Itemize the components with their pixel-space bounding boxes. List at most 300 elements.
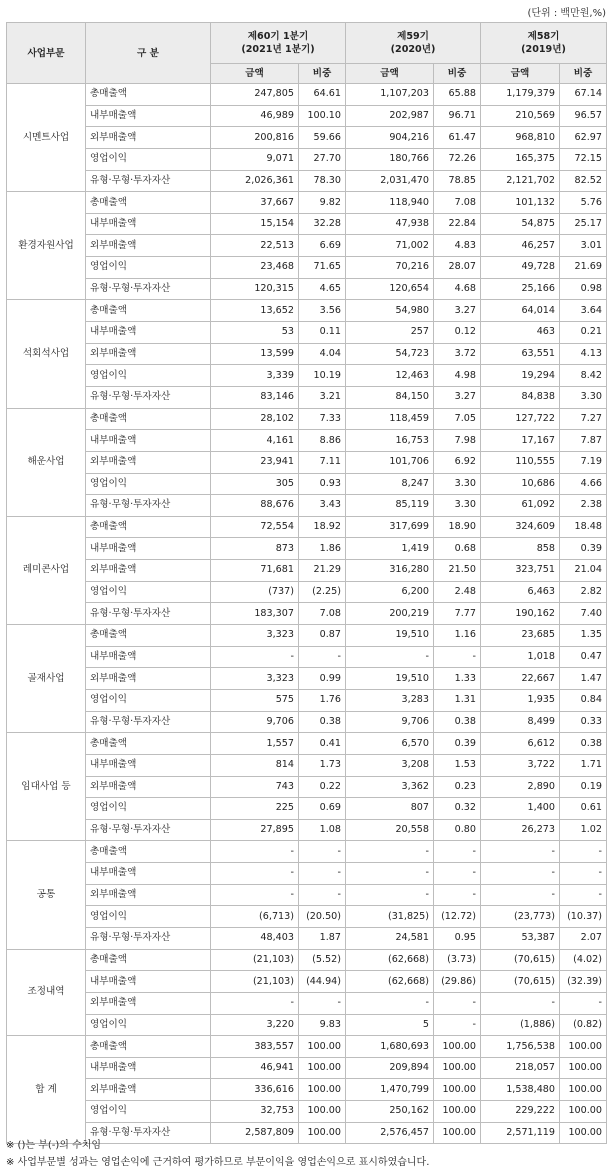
table-row [7,776,607,798]
amount-cell: 10,686 [481,473,560,495]
ratio-cell: 96.71 [434,105,481,127]
amount-cell: 2,571,119 [481,1122,560,1144]
ratio-cell: - [434,884,481,906]
row-label: 유형·무형·투자자산 [86,927,211,949]
ratio-cell: 21.50 [434,560,481,582]
header-amount-60: 금액 [211,64,299,84]
amount-cell: 225 [211,798,299,820]
amount-cell: 9,706 [211,711,299,733]
amount-cell: 19,510 [346,625,434,647]
ratio-cell: 96.57 [560,105,607,127]
ratio-cell: 0.80 [434,819,481,841]
ratio-cell: 2.48 [434,581,481,603]
ratio-cell: 22.84 [434,213,481,235]
amount-cell: 1,018 [481,646,560,668]
amount-cell: 807 [346,798,434,820]
amount-cell: - [481,863,560,885]
ratio-cell: 100.00 [560,1101,607,1123]
table-row [7,711,607,733]
amount-cell: 575 [211,689,299,711]
amount-cell: 200,219 [346,603,434,625]
table-row [7,949,607,971]
table-row [7,863,607,885]
row-label: 총매출액 [86,733,211,755]
ratio-cell: 0.95 [434,927,481,949]
ratio-cell: 65.88 [434,84,481,106]
ratio-cell: 0.11 [299,322,346,344]
row-label: 유형·무형·투자자산 [86,386,211,408]
row-label: 총매출액 [86,192,211,214]
amount-cell: 28,102 [211,408,299,430]
row-label: 영업이익 [86,148,211,170]
amount-cell: 968,810 [481,127,560,149]
ratio-cell: - [560,863,607,885]
header-amount-59: 금액 [346,64,434,84]
table-row [7,971,607,993]
table-row [7,105,607,127]
amount-cell: - [346,841,434,863]
table-row [7,127,607,149]
row-label: 외부매출액 [86,992,211,1014]
ratio-cell: 4.13 [560,343,607,365]
ratio-cell: 1.87 [299,927,346,949]
header-period-59 [346,23,481,64]
ratio-cell: - [434,841,481,863]
amount-cell: 4,161 [211,430,299,452]
table-row [7,257,607,279]
row-label: 영업이익 [86,473,211,495]
ratio-cell: 9.82 [299,192,346,214]
ratio-cell: 72.15 [560,148,607,170]
amount-cell: 200,816 [211,127,299,149]
table-row [7,625,607,647]
amount-cell: 16,753 [346,430,434,452]
table-row [7,581,607,603]
amount-cell: 120,654 [346,278,434,300]
amount-cell: 47,938 [346,213,434,235]
ratio-cell: 61.47 [434,127,481,149]
row-label: 유형·무형·투자자산 [86,170,211,192]
row-label: 유형·무형·투자자산 [86,819,211,841]
amount-cell: 72,554 [211,516,299,538]
ratio-cell: 1.02 [560,819,607,841]
row-label: 유형·무형·투자자산 [86,711,211,733]
ratio-cell: 18.90 [434,516,481,538]
table-row [7,430,607,452]
ratio-cell: - [434,863,481,885]
table-row [7,473,607,495]
amount-cell: 54,875 [481,213,560,235]
amount-cell: 101,132 [481,192,560,214]
ratio-cell: 7.19 [560,451,607,473]
header-segment: 사업부문 [7,23,86,84]
header-ratio-60: 비중 [299,64,346,84]
amount-cell: 3,220 [211,1014,299,1036]
amount-cell: 12,463 [346,365,434,387]
table-row [7,451,607,473]
amount-cell: 317,699 [346,516,434,538]
ratio-cell: 3.27 [434,386,481,408]
ratio-cell: - [560,992,607,1014]
amount-cell: 336,616 [211,1079,299,1101]
amount-cell: (62,668) [346,949,434,971]
ratio-cell: (32.39) [560,971,607,993]
period-58-line2: (2019년) [521,44,566,55]
unit-label: (단위 : 백만원,%) [527,8,606,19]
amount-cell: 218,057 [481,1057,560,1079]
amount-cell: 247,805 [211,84,299,106]
row-label: 외부매출액 [86,235,211,257]
ratio-cell: 9.83 [299,1014,346,1036]
amount-cell: 3,722 [481,754,560,776]
amount-cell: 70,216 [346,257,434,279]
footnotes [6,1137,429,1171]
row-label: 내부매출액 [86,971,211,993]
ratio-cell: 100.00 [434,1122,481,1144]
row-label: 영업이익 [86,689,211,711]
ratio-cell: - [299,992,346,1014]
ratio-cell: 7.87 [560,430,607,452]
amount-cell: - [346,863,434,885]
amount-cell: 814 [211,754,299,776]
amount-cell: - [481,841,560,863]
amount-cell: 257 [346,322,434,344]
row-label: 영업이익 [86,798,211,820]
ratio-cell: 4.04 [299,343,346,365]
ratio-cell: 100.10 [299,105,346,127]
amount-cell: 120,315 [211,278,299,300]
ratio-cell: 3.01 [560,235,607,257]
ratio-cell: - [434,646,481,668]
amount-cell: 24,581 [346,927,434,949]
ratio-cell: 0.93 [299,473,346,495]
amount-cell: (62,668) [346,971,434,993]
footnote-segment-basis: ※ 사업부문별 성과는 영업손익에 근거하여 평가하므로 부문이익을 영업손익으로 표시하였습니다. [6,1157,430,1168]
amount-cell: (70,615) [481,949,560,971]
ratio-cell: 7.40 [560,603,607,625]
amount-cell: 3,362 [346,776,434,798]
amount-cell: 1,400 [481,798,560,820]
ratio-cell: (3.73) [434,949,481,971]
ratio-cell: 59.66 [299,127,346,149]
table-row [7,538,607,560]
amount-cell: (23,773) [481,906,560,928]
row-label: 유형·무형·투자자산 [86,278,211,300]
ratio-cell: - [434,992,481,1014]
amount-cell: 6,612 [481,733,560,755]
amount-cell: 2,026,361 [211,170,299,192]
amount-cell: 2,587,809 [211,1122,299,1144]
table-row [7,1057,607,1079]
amount-cell: 20,558 [346,819,434,841]
amount-cell: 2,890 [481,776,560,798]
ratio-cell: 1.71 [560,754,607,776]
segment-name: 합 계 [7,1036,86,1144]
amount-cell: 46,257 [481,235,560,257]
amount-cell: 17,167 [481,430,560,452]
ratio-cell: 6.69 [299,235,346,257]
amount-cell: 904,216 [346,127,434,149]
amount-cell: 6,570 [346,733,434,755]
period-58-line1: 제58기 [527,31,560,42]
amount-cell: (6,713) [211,906,299,928]
table-row [7,365,607,387]
ratio-cell: 0.39 [560,538,607,560]
ratio-cell: 0.69 [299,798,346,820]
ratio-cell: 28.07 [434,257,481,279]
row-label: 유형·무형·투자자산 [86,1122,211,1144]
amount-cell: 19,294 [481,365,560,387]
table-row [7,754,607,776]
row-label: 외부매출액 [86,343,211,365]
amount-cell: 85,119 [346,495,434,517]
ratio-cell: 0.23 [434,776,481,798]
ratio-cell: (5.52) [299,949,346,971]
amount-cell: 1,680,693 [346,1036,434,1058]
period-59-line1: 제59기 [397,31,429,42]
amount-cell: 53,387 [481,927,560,949]
row-label: 내부매출액 [86,322,211,344]
row-label: 총매출액 [86,625,211,647]
table-row [7,668,607,690]
ratio-cell: 0.39 [434,733,481,755]
amount-cell: - [346,992,434,1014]
table-row [7,322,607,344]
table-row [7,906,607,928]
table-row [7,408,607,430]
period-60-line1: 제60기 1분기 [247,31,309,42]
amount-cell: 8,499 [481,711,560,733]
amount-cell: 250,162 [346,1101,434,1123]
ratio-cell: (12.72) [434,906,481,928]
amount-cell: 1,107,203 [346,84,434,106]
amount-cell: 1,179,379 [481,84,560,106]
table-row [7,603,607,625]
ratio-cell: 21.69 [560,257,607,279]
amount-cell: - [211,841,299,863]
amount-cell: 63,551 [481,343,560,365]
row-label: 외부매출액 [86,884,211,906]
ratio-cell: 0.98 [560,278,607,300]
amount-cell: 743 [211,776,299,798]
ratio-cell: 0.87 [299,625,346,647]
ratio-cell: 3.64 [560,300,607,322]
ratio-cell: 0.38 [560,733,607,755]
table-row [7,495,607,517]
amount-cell: 305 [211,473,299,495]
amount-cell: - [211,863,299,885]
ratio-cell: 1.16 [434,625,481,647]
ratio-cell: 10.19 [299,365,346,387]
amount-cell: 180,766 [346,148,434,170]
ratio-cell: 1.76 [299,689,346,711]
ratio-cell: 3.30 [434,473,481,495]
amount-cell: 101,706 [346,451,434,473]
table-row [7,1101,607,1123]
ratio-cell: 100.00 [560,1036,607,1058]
table-row [7,560,607,582]
ratio-cell: 100.00 [560,1057,607,1079]
amount-cell: 3,323 [211,625,299,647]
table-row [7,213,607,235]
ratio-cell: (0.82) [560,1014,607,1036]
amount-cell: 49,728 [481,257,560,279]
amount-cell: (31,825) [346,906,434,928]
ratio-cell: 18.48 [560,516,607,538]
amount-cell: - [481,992,560,1014]
row-label: 총매출액 [86,1036,211,1058]
segment-financial-table [6,22,607,1144]
amount-cell: - [346,884,434,906]
segment-name: 환경자원사업 [7,192,86,300]
row-label: 내부매출액 [86,863,211,885]
ratio-cell: 100.00 [560,1079,607,1101]
ratio-cell: 7.77 [434,603,481,625]
amount-cell: 25,166 [481,278,560,300]
amount-cell: (21,103) [211,971,299,993]
ratio-cell: (10.37) [560,906,607,928]
amount-cell: 190,162 [481,603,560,625]
row-label: 내부매출액 [86,538,211,560]
table-row [7,1079,607,1101]
table-row [7,278,607,300]
amount-cell: 324,609 [481,516,560,538]
header-period-60 [211,23,346,64]
ratio-cell: 1.86 [299,538,346,560]
ratio-cell: 25.17 [560,213,607,235]
amount-cell: 19,510 [346,668,434,690]
ratio-cell: 2.07 [560,927,607,949]
row-label: 외부매출액 [86,668,211,690]
ratio-cell: 100.00 [434,1101,481,1123]
amount-cell: 23,468 [211,257,299,279]
table-row [7,798,607,820]
amount-cell: 5 [346,1014,434,1036]
amount-cell: 88,676 [211,495,299,517]
ratio-cell: 4.66 [560,473,607,495]
ratio-cell: 100.00 [299,1057,346,1079]
header-ratio-58: 비중 [560,64,607,84]
table-row [7,84,607,106]
ratio-cell: 1.47 [560,668,607,690]
table-row [7,689,607,711]
amount-cell: 83,146 [211,386,299,408]
amount-cell: (70,615) [481,971,560,993]
header-item: 구 분 [86,23,211,84]
row-label: 영업이익 [86,1101,211,1123]
ratio-cell: 1.73 [299,754,346,776]
segment-name: 골재사업 [7,625,86,733]
header-period-58 [481,23,607,64]
table-row [7,841,607,863]
amount-cell: 13,599 [211,343,299,365]
ratio-cell: 0.47 [560,646,607,668]
amount-cell: - [481,884,560,906]
amount-cell: 15,154 [211,213,299,235]
segment-name: 조정내역 [7,949,86,1036]
row-label: 내부매출액 [86,430,211,452]
row-label: 외부매출액 [86,776,211,798]
row-label: 내부매출액 [86,105,211,127]
period-60-line2: (2021년 1분기) [241,44,315,55]
ratio-cell: 3.27 [434,300,481,322]
amount-cell: 118,940 [346,192,434,214]
ratio-cell: 0.68 [434,538,481,560]
ratio-cell: 32.28 [299,213,346,235]
amount-cell: - [211,646,299,668]
ratio-cell: 27.70 [299,148,346,170]
ratio-cell: 3.56 [299,300,346,322]
ratio-cell: 2.38 [560,495,607,517]
ratio-cell: 62.97 [560,127,607,149]
ratio-cell: 100.00 [434,1057,481,1079]
amount-cell: 1,470,799 [346,1079,434,1101]
table-row [7,927,607,949]
row-label: 유형·무형·투자자산 [86,495,211,517]
ratio-cell: 0.19 [560,776,607,798]
amount-cell: 48,403 [211,927,299,949]
ratio-cell: (29.86) [434,971,481,993]
ratio-cell: 0.33 [560,711,607,733]
ratio-cell: 0.12 [434,322,481,344]
table-row [7,300,607,322]
ratio-cell: (4.02) [560,949,607,971]
ratio-cell: 4.98 [434,365,481,387]
amount-cell: 2,576,457 [346,1122,434,1144]
ratio-cell: 78.30 [299,170,346,192]
ratio-cell: 5.76 [560,192,607,214]
amount-cell: 463 [481,322,560,344]
ratio-cell: 71.65 [299,257,346,279]
ratio-cell: 100.00 [299,1036,346,1058]
row-label: 총매출액 [86,408,211,430]
ratio-cell: 100.00 [434,1036,481,1058]
ratio-cell: 0.21 [560,322,607,344]
ratio-cell: 4.68 [434,278,481,300]
row-label: 총매출액 [86,516,211,538]
ratio-cell: 100.00 [299,1101,346,1123]
table-row [7,192,607,214]
ratio-cell: 78.85 [434,170,481,192]
amount-cell: 46,989 [211,105,299,127]
ratio-cell: 1.35 [560,625,607,647]
ratio-cell: 1.08 [299,819,346,841]
amount-cell: 1,419 [346,538,434,560]
amount-cell: 71,002 [346,235,434,257]
amount-cell: 9,706 [346,711,434,733]
amount-cell: 26,273 [481,819,560,841]
amount-cell: 23,941 [211,451,299,473]
period-59-line2: (2020년) [390,44,436,55]
amount-cell: 54,980 [346,300,434,322]
ratio-cell: 100.00 [434,1079,481,1101]
row-label: 유형·무형·투자자산 [86,603,211,625]
ratio-cell: - [299,841,346,863]
amount-cell: 383,557 [211,1036,299,1058]
ratio-cell: 0.38 [299,711,346,733]
amount-cell: 873 [211,538,299,560]
ratio-cell: 6.92 [434,451,481,473]
row-label: 내부매출액 [86,754,211,776]
row-label: 영업이익 [86,581,211,603]
header-amount-58: 금액 [481,64,560,84]
row-label: 총매출액 [86,841,211,863]
segment-name: 임대사업 등 [7,733,86,841]
row-label: 외부매출액 [86,451,211,473]
amount-cell: 27,895 [211,819,299,841]
ratio-cell: 0.41 [299,733,346,755]
amount-cell: 61,092 [481,495,560,517]
